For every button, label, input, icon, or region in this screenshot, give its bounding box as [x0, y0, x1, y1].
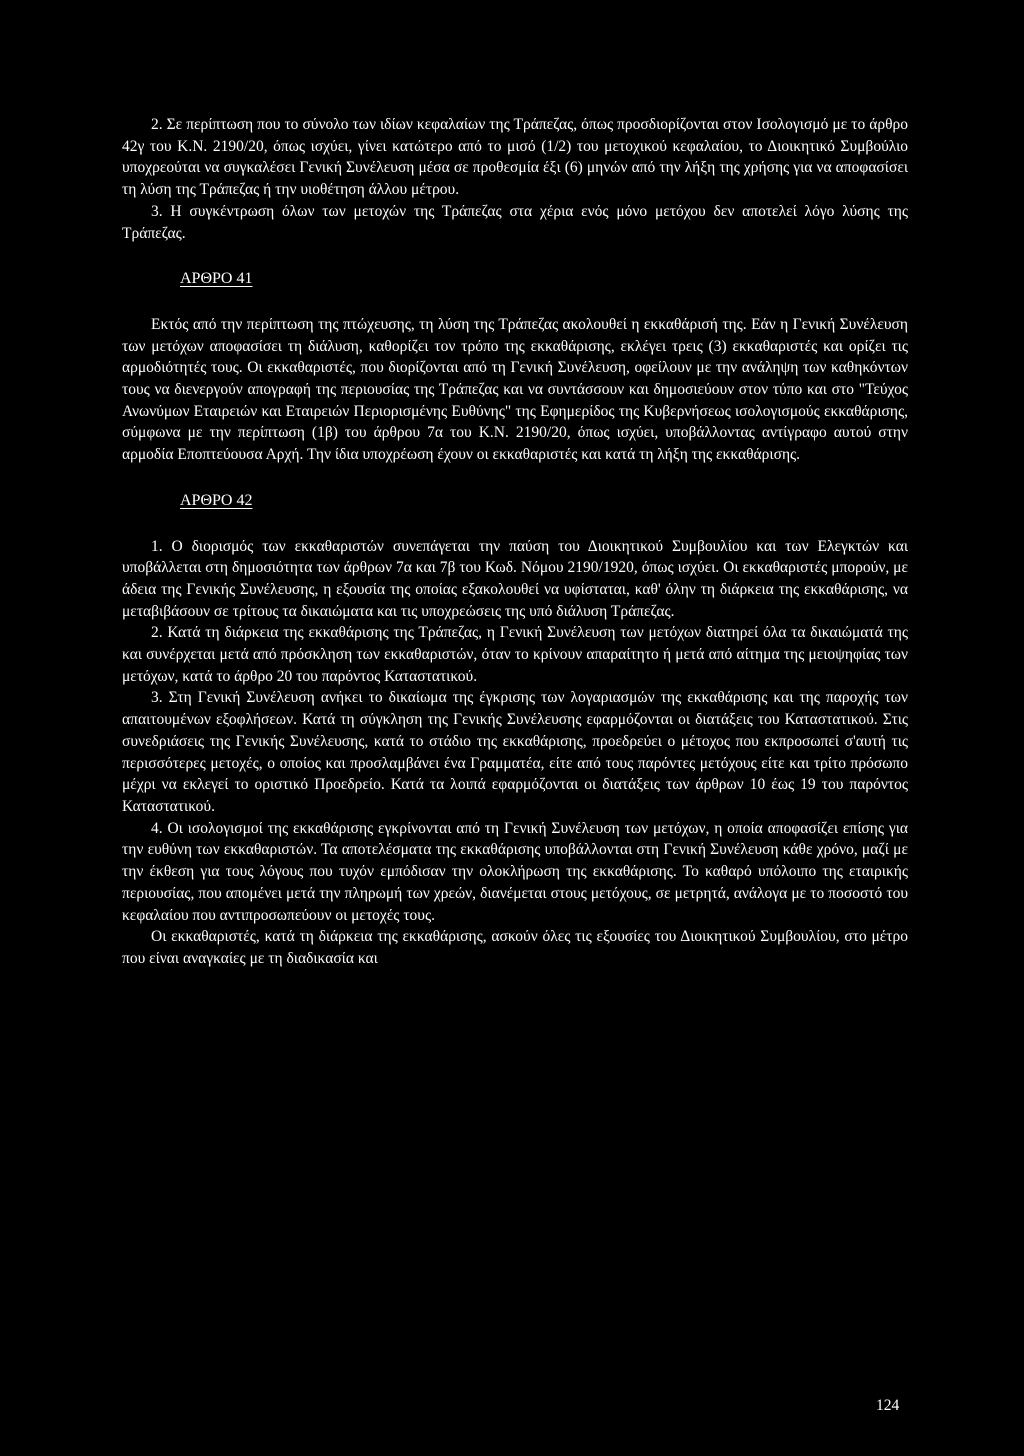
article-41-text: Εκτός από την περίπτωση της πτώχευσης, τη λύση της Τράπεζας ακολουθεί η εκκαθάρισή της. Εάν η Γενική Συνέλευση των μετόχων αποφασίσει τη διάλυση, καθορίζει τον τρόπο της εκκαθάρισης, εκλέγει τρεις (3) εκκαθαριστές και ορίζει τις αρμοδιότητές τους. Οι εκκαθαριστές, που διορίζονται από τη Γενική Συνέλευση, οφείλουν με την ανάληψη των καθηκόντων τους να διενεργούν απογραφή της περιουσίας της Τράπεζας και να συντάσσουν και δημοσιεύουν στον τύπο και στο "Τεύχος Ανωνύμων Εταιρειών και Εταιρειών Περιορισμένης Ευθύνης" της Εφημερίδος της Κυβερνήσεως ισολογισμούς εκκαθάρισης, σύμφωνα με την περίπτωση (1β) του άρθρου 7α του Κ.Ν. 2190/20, όπως ισχύει, υποβάλλοντας αντίγραφο αυτού στην αρμοδία Εποπτεύουσα Αρχή. Την ίδια υποχρέωση έχουν οι εκκαθαριστές και κατά τη λήξη της εκκαθάρισης. — [122, 315, 908, 464]
paragraph-3: 3. Η συγκέντρωση όλων των μετοχών της Τράπεζας στα χέρια ενός μόνο μετόχου δεν αποτελεί λόγο λύσης της Τράπεζας. — [122, 202, 908, 242]
page-number: 124 — [876, 1397, 900, 1414]
article-42-paragraph-5: Οι εκκαθαριστές, κατά τη διάρκεια της εκκαθάρισης, ασκούν όλες τις εξουσίες του Διοικητικού Συμβουλίου, στο μέτρο που είναι αναγκαίες με τη διαδικασία και — [122, 928, 908, 967]
article-42-paragraph-3: 3. Στη Γενική Συνέλευση ανήκει το δικαίωμα της έγκρισης των λογαριασμών της εκκαθάρισης και της παροχής των απαιτουμένων εξοφλήσεων. Κατά τη σύγκληση της Γενικής Συνέλευσης εφαρμόζονται οι διατάξεις του Καταστατικού. Στις συνεδριάσεις της Γενικής Συνέλευσης, κατά το στάδιο της εκκαθάρισης, προεδρεύει ο μέτοχος που εκπροσωπεί σ'αυτή τις περισσότερες μετοχές, ο οποίος και προσλαμβάνει ένα Γραμματέα, είτε από τους παρόντες μετόχους είτε και τρίτο πρόσωπο μέχρι να εκλεγεί το οριστικό Προεδρείο. Κατά τα λοιπά εφαρμόζονται οι διατάξεις των άρθρων 10 έως 19 του παρόντος Καταστατικού. — [122, 689, 908, 815]
article-42-paragraph-4: 4. Οι ισολογισμοί της εκκαθάρισης εγκρίνονται από τη Γενική Συνέλευση των μετόχων, η οποία αποφασίζει επίσης για την ευθύνη των εκκαθαριστών. Τα αποτελέσματα της εκκαθάρισης υποβάλλονται στη Γενική Συνέλευση κάθε χρόνο, μαζί με την έκθεση για τους λόγους που τυχόν εμπόδισαν την ολοκλήρωση της εκκαθάρισης. Το καθαρό υπόλοιπο της εταιρικής περιουσίας, που απομένει μετά την πληρωμή των χρεών, διανέμεται στους μετόχους, σε μετρητά, ανάλογα με το ποσοστό του κεφαλαίου που αντιπροσωπεύουν οι μετοχές τους. — [122, 819, 908, 924]
document-page — [122, 114, 908, 970]
article-42-heading: ΑΡΘΡΟ 42 — [180, 491, 253, 509]
article-42-paragraph-1: 1. Ο διορισμός των εκκαθαριστών συνεπάγεται την παύση του Διοικητικού Συμβουλίου και των Ελεγκτών και υποβάλλεται στη δημοσιότητα των άρθρων 7α και 7β του Κωδ. Νόμου 2190/1920, όπως ισχύει. Οι εκκαθαριστές μπορούν, με άδεια της Γενικής Συνέλευσης, η εξουσία της οποίας εξακολουθεί να υφίσταται, καθ' όλην τη διάρκεια της εκκαθάρισης, να μεταβιβάσουν σε τρίτους τα δικαιώματα και τις υποχρεώσεις της υπό διάλυση Τράπεζας. — [122, 537, 908, 620]
paragraph-2: 2. Σε περίπτωση που το σύνολο των ιδίων κεφαλαίων της Τράπεζας, όπως προσδιορίζονται στον Ισολογισμό με το άρθρο 42γ του Κ.Ν. 2190/20, όπως ισχύει, γίνει κατώτερο από το μισό (1/2) του μετοχικού κεφαλαίου, το Διοικητικό Συμβούλιο υποχρεούται να συγκαλέσει Γενική Συνέλευση μέσα σε προθεσμία έξι (6) μηνών από την λήξη της χρήσης για να αποφασίσει τη λύση της Τράπεζας ή την υιοθέτηση άλλου μέτρου. — [122, 116, 908, 199]
article-41-heading: ΑΡΘΡΟ 41 — [180, 270, 253, 288]
article-42-paragraph-2: 2. Κατά τη διάρκεια της εκκαθάρισης της Τράπεζας, η Γενική Συνέλευση των μετόχων διατηρεί όλα τα δικαιώματά της και συνέρχεται μετά από πρόσκληση των εκκαθαριστών, όταν το κρίνουν απαραίτητο ή μετά από αίτημα της μειοψηφίας των μετόχων, κατά το άρθρο 20 του παρόντος Καταστατικού. — [122, 624, 908, 685]
